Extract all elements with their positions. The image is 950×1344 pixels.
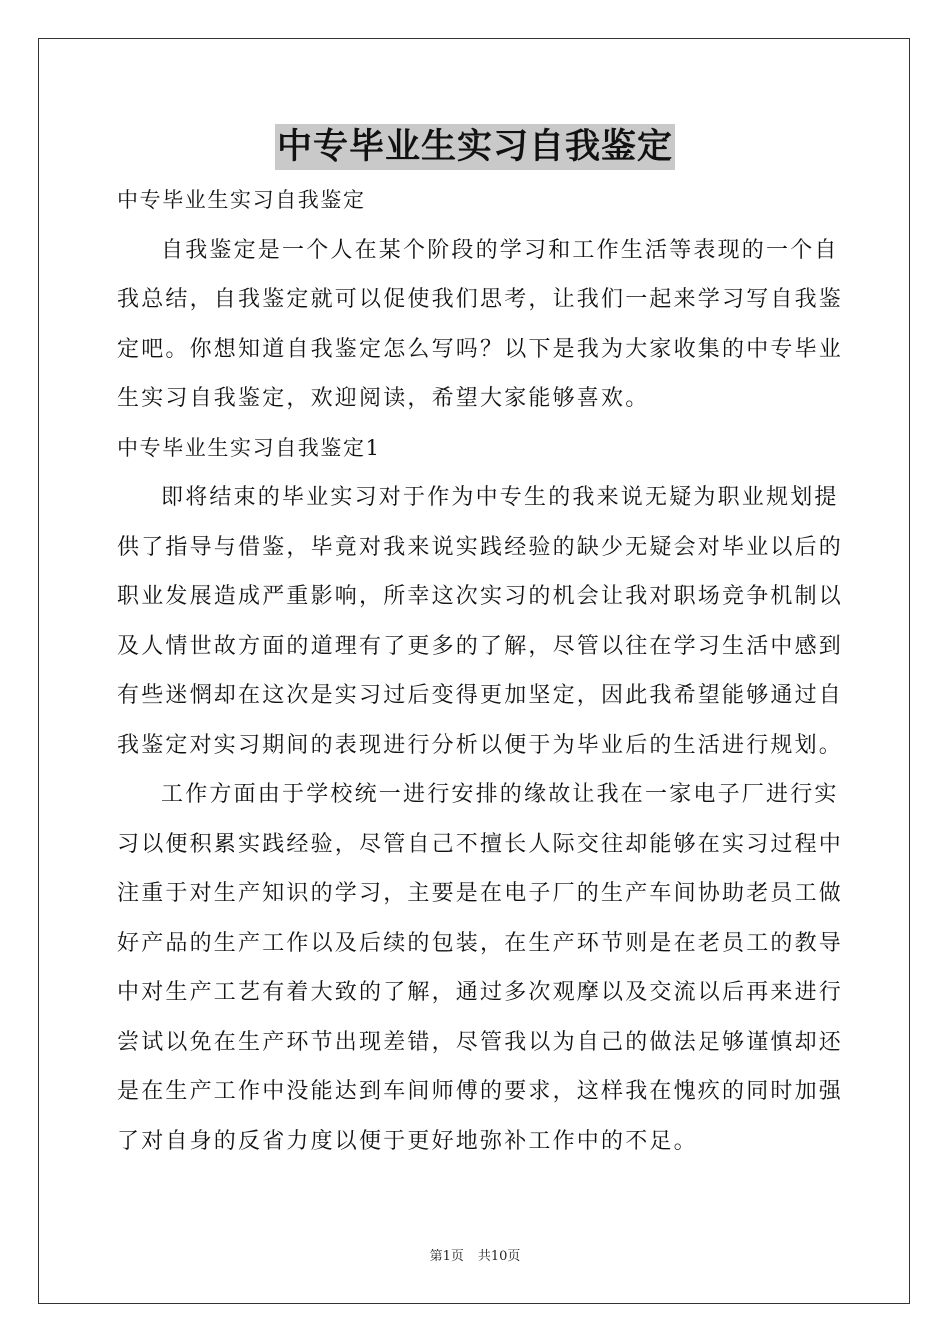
- body-paragraph-1: [117, 473, 844, 770]
- text-line: 生实习自我鉴定，欢迎阅读，希望大家能够喜欢。: [117, 386, 650, 411]
- text-line: 自我鉴定是一个人在某个阶段的学习和工作生活等表现的一个自: [161, 237, 839, 263]
- text-line: 注重于对生产知识的学习，主要是在电子厂的生产车间协助老员工做: [117, 881, 844, 906]
- text-line: 即将结束的毕业实习对于作为中专生的我来说无疑为职业规划提: [161, 485, 839, 510]
- page-footer: [0, 1247, 950, 1267]
- text-line: 有些迷惘却在这次是实习过后变得更加坚定，因此我希望能够通过自: [117, 683, 844, 708]
- text-line: 中对生产工艺有着大致的了解，通过多次观摩以及交流以后再来进行: [117, 980, 844, 1005]
- title-container: [0, 124, 950, 170]
- text-line: 及人情世故方面的道理有了更多的了解，尽管以往在学习生活中感到: [117, 633, 844, 659]
- text-line: 习以便积累实践经验，尽管自己不擅长人际交往却能够在实习过程中: [117, 831, 844, 857]
- page-number: 第1页: [429, 1249, 464, 1264]
- document-title: 中专毕业生实习自我鉴定: [275, 124, 675, 170]
- text-line: 了对自身的反省力度以便于更好地弥补工作中的不足。: [117, 1128, 698, 1154]
- text-line: 定吧。你想知道自我鉴定怎么写吗？以下是我为大家收集的中专毕业: [117, 336, 844, 362]
- text-line: 好产品的生产工作以及后续的包装，在生产环节则是在老员工的教导: [117, 930, 844, 956]
- body-paragraph-2: [117, 770, 844, 1166]
- text-line: 供了指导与借鉴，毕竟对我来说实践经验的缺少无疑会对毕业以后的: [117, 534, 844, 560]
- text-line: 尝试以免在生产环节出现差错，尽管我以为自己的做法足够谨慎却还: [117, 1029, 844, 1055]
- text-line: 是在生产工作中没能达到车间师傅的要求，这样我在愧疚的同时加强: [117, 1079, 844, 1104]
- section-heading: 中专毕业生实习自我鉴定1: [117, 435, 381, 460]
- text-line: 我鉴定对实习期间的表现进行分析以便于为毕业后的生活进行规划。: [117, 732, 844, 758]
- text-line: 工作方面由于学校统一进行安排的缘故让我在一家电子厂进行实: [161, 782, 839, 807]
- document-subtitle: 中专毕业生实习自我鉴定: [117, 188, 366, 212]
- text-line: 职业发展造成严重影响，所幸这次实习的机会让我对职场竞争机制以: [117, 584, 844, 609]
- text-line: 我总结，自我鉴定就可以促使我们思考，让我们一起来学习写自我鉴: [117, 287, 844, 312]
- total-pages: 共10页: [477, 1249, 521, 1264]
- intro-paragraph: [117, 226, 844, 424]
- document-body: [117, 176, 844, 1166]
